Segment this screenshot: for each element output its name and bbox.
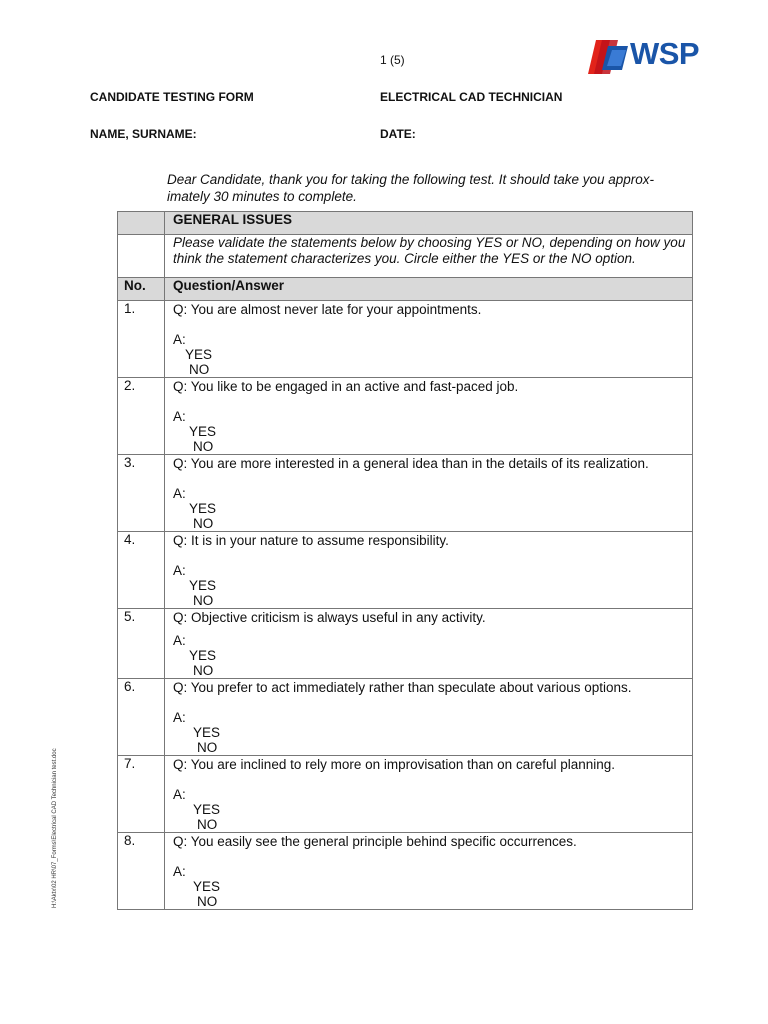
question-text: Q: You like to be engaged in an active and fast-paced job. [173, 379, 519, 394]
position-title: ELECTRICAL CAD TECHNICIAN [380, 90, 563, 104]
question-cell [165, 679, 693, 756]
yes-option[interactable]: YES [193, 725, 221, 740]
question-text: Q: You are more interested in a general idea than in the details of its realization. [173, 456, 649, 471]
col-no-label: No. [124, 278, 146, 293]
question-row [118, 301, 693, 378]
instructions-cell [165, 235, 693, 278]
section-header-row [118, 212, 693, 235]
no-option[interactable]: NO [193, 663, 214, 678]
question-cell [165, 378, 693, 455]
yes-option[interactable]: YES [193, 802, 221, 817]
question-row [118, 833, 693, 910]
question-cell [165, 833, 693, 910]
wsp-logo-mark-icon [588, 36, 632, 78]
question-row [118, 679, 693, 756]
question-cell [165, 532, 693, 609]
question-text: Q: Objective criticism is always useful in any activity. [173, 610, 486, 625]
question-row [118, 756, 693, 833]
no-option[interactable]: NO [197, 817, 218, 832]
no-option[interactable]: NO [193, 516, 214, 531]
col-header-qa [165, 278, 693, 301]
questionnaire-table [117, 211, 693, 910]
answer-label: A: [173, 633, 186, 648]
wsp-logo [588, 36, 728, 78]
yes-option[interactable]: YES [189, 501, 217, 516]
question-number: 3. [118, 455, 165, 532]
question-text: Q: You are inclined to rely more on improvisation than on careful planning. [173, 757, 616, 772]
yes-option[interactable]: YES [193, 879, 221, 894]
question-number: 7. [118, 756, 165, 833]
no-option[interactable]: NO [197, 740, 218, 755]
answer-label: A: [173, 409, 186, 424]
date-label: DATE: [380, 127, 416, 141]
answer-label: A: [173, 787, 186, 802]
question-text: Q: It is in your nature to assume responsibility. [173, 533, 449, 548]
question-cell [165, 455, 693, 532]
file-path-note: H:\Aktx\02 HR\07_Forms\Electrical CAD Technician test.doc [52, 748, 58, 908]
instructions-row [118, 235, 693, 278]
col-header-no [118, 278, 165, 301]
wsp-logo-text: WSP [630, 36, 700, 71]
page-number: 1 (5) [380, 53, 405, 67]
question-number: 5. [118, 609, 165, 679]
no-option[interactable]: NO [193, 593, 214, 608]
answer-label: A: [173, 332, 186, 347]
instructions-num-cell [118, 235, 165, 278]
section-title-cell [165, 212, 693, 235]
answer-label: A: [173, 486, 186, 501]
name-surname-label: NAME, SURNAME: [90, 127, 197, 141]
question-cell [165, 301, 693, 378]
question-row [118, 532, 693, 609]
answer-label: A: [173, 710, 186, 725]
question-text: Q: You are almost never late for your appointments. [173, 302, 482, 317]
yes-option[interactable]: YES [189, 578, 217, 593]
question-row [118, 455, 693, 532]
intro-text: Dear Candidate, thank you for taking the following test. It should take you approx-imately 30 minutes to complete. [167, 172, 655, 204]
question-number: 8. [118, 833, 165, 910]
question-text: Q: You prefer to act immediately rather than speculate about various options. [173, 680, 632, 695]
section-title: GENERAL ISSUES [173, 212, 293, 227]
question-row [118, 378, 693, 455]
column-header-row [118, 278, 693, 301]
question-row [118, 609, 693, 679]
question-number: 6. [118, 679, 165, 756]
form-title: CANDIDATE TESTING FORM [90, 90, 254, 104]
yes-option[interactable]: YES [189, 424, 217, 439]
question-text: Q: You easily see the general principle behind specific occurrences. [173, 834, 577, 849]
answer-label: A: [173, 563, 186, 578]
no-option[interactable]: NO [189, 362, 210, 377]
section-instructions: Please validate the statements below by choosing YES or NO, depending on how you think the statement characterizes you. Circle either the YES or the NO option. [173, 235, 686, 266]
no-option[interactable]: NO [193, 439, 214, 454]
question-cell [165, 609, 693, 679]
col-qa-label: Question/Answer [173, 278, 285, 293]
question-number: 1. [118, 301, 165, 378]
yes-option[interactable]: YES [189, 648, 217, 663]
answer-label: A: [173, 864, 186, 879]
yes-option[interactable]: YES [185, 347, 213, 362]
question-number: 4. [118, 532, 165, 609]
question-cell [165, 756, 693, 833]
question-number: 2. [118, 378, 165, 455]
section-header-num-cell [118, 212, 165, 235]
no-option[interactable]: NO [197, 894, 218, 909]
